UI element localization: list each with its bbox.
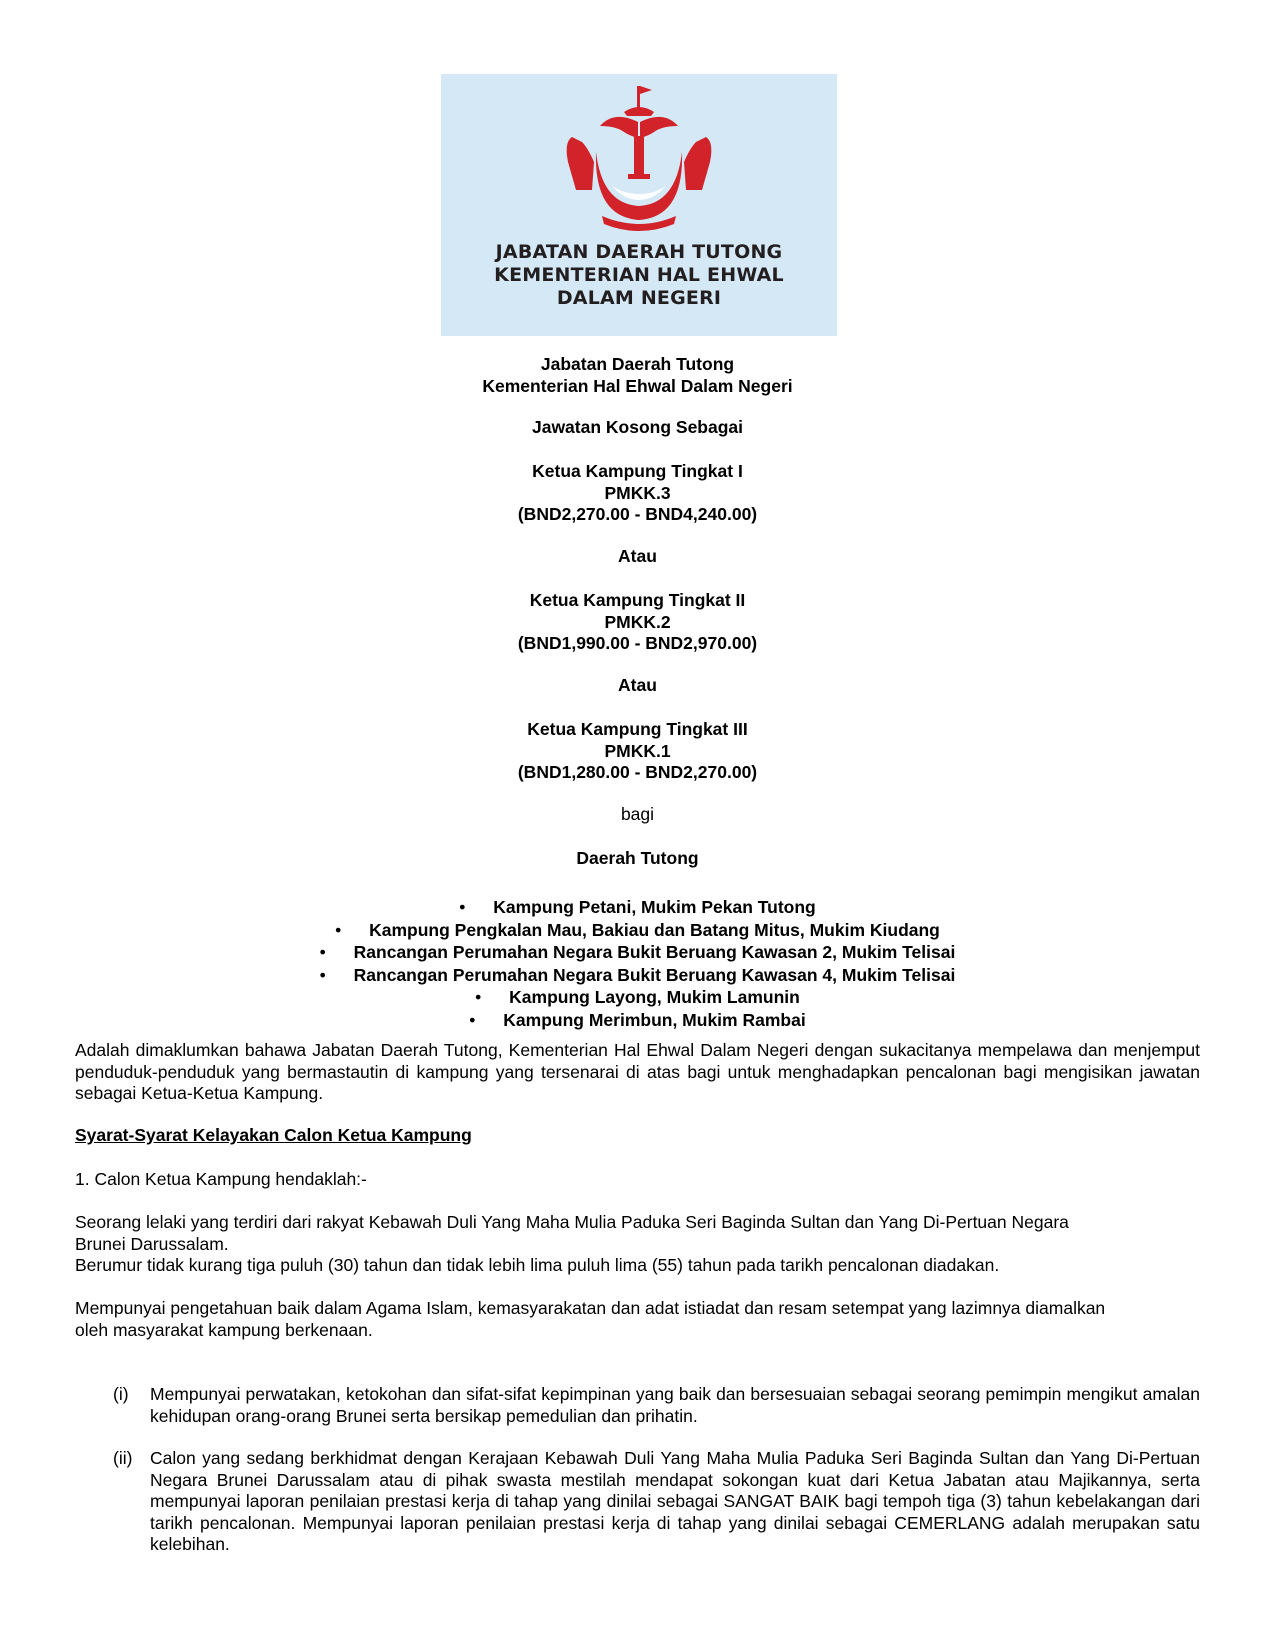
requirement-line: Seorang lelaki yang terdiri dari rakyat Kebawah Duli Yang Maha Mulia Paduka Seri Baginda Sultan dan Yang Di-Pertuan Negara bbox=[75, 1212, 1069, 1232]
bullet-icon: • bbox=[335, 919, 342, 940]
intro-paragraph: Adalah dimaklumkan bahawa Jabatan Daerah Tutong, Kementerian Hal Ehwal Dalam Negeri dengan sukacitanya mempelawa dan menjemput penduduk-penduduk yang bermastautin di kampung yang tersenarai di atas bagi untuk menghadapkan pencalonan bagi mengisikan jawatan sebagai Ketua-Ketua Kampung. bbox=[75, 1040, 1200, 1103]
position-title: Ketua Kampung Tingkat I bbox=[532, 461, 743, 481]
village-name: Kampung Layong, Mukim Lamunin bbox=[509, 987, 800, 1007]
position-title: Ketua Kampung Tingkat III bbox=[527, 719, 748, 739]
list-item bbox=[0, 1009, 1275, 1032]
banner-line: KEMENTERIAN HAL EHWAL bbox=[494, 264, 784, 286]
department-name: Jabatan Daerah Tutong bbox=[540, 354, 735, 374]
document-header bbox=[0, 354, 1275, 397]
bullet-icon: • bbox=[319, 942, 326, 962]
district-name: Daerah Tutong bbox=[576, 848, 699, 868]
atau-separator: Atau bbox=[618, 675, 657, 695]
sub-item bbox=[75, 1384, 1200, 1427]
village-name: Rancangan Perumahan Negara Bukit Beruang Kawasan 4, Mukim Telisai bbox=[353, 964, 956, 985]
list-item bbox=[0, 919, 1275, 942]
vacancy-title: Jawatan Kosong Sebagai bbox=[531, 417, 744, 437]
bullet-icon: • bbox=[459, 897, 466, 917]
list-item bbox=[0, 896, 1275, 919]
position-block bbox=[0, 719, 1275, 784]
bagi-text: bagi bbox=[620, 804, 655, 824]
ministry-name: Kementerian Hal Ehwal Dalam Negeri bbox=[482, 375, 793, 396]
requirement-line: Brunei Darussalam. bbox=[75, 1233, 229, 1254]
position-salary: (BND1,280.00 - BND2,270.00) bbox=[517, 762, 758, 782]
village-name: Kampung Pengkalan Mau, Bakiau dan Batang Mitus, Mukim Kiudang bbox=[369, 919, 940, 940]
sub-item-text: Mempunyai perwatakan, ketokohan dan sifat-sifat kepimpinan yang baik dan bersesuaian sebagai seorang pemimpin mengikut amalan kehidupan orang-orang Brunei serta bersikap pemedulian dan prihatin. bbox=[150, 1384, 1200, 1426]
position-block bbox=[0, 590, 1275, 655]
requirement-citizen bbox=[75, 1212, 1200, 1277]
village-name: Rancangan Perumahan Negara Bukit Beruang Kawasan 2, Mukim Telisai bbox=[353, 942, 956, 962]
sub-item-number: (ii) bbox=[113, 1448, 133, 1468]
bullet-icon: • bbox=[475, 987, 482, 1007]
logo-banner bbox=[441, 74, 837, 336]
list-item bbox=[0, 986, 1275, 1009]
bullet-icon: • bbox=[469, 1009, 476, 1030]
village-name: Kampung Petani, Mukim Pekan Tutong bbox=[493, 897, 816, 917]
sub-item bbox=[75, 1448, 1200, 1556]
position-grade: PMKK.2 bbox=[604, 611, 671, 632]
banner-title bbox=[441, 241, 837, 310]
position-grade: PMKK.1 bbox=[604, 740, 671, 761]
requirement-knowledge bbox=[75, 1298, 1200, 1341]
position-salary: (BND2,270.00 - BND4,240.00) bbox=[517, 504, 758, 524]
village-list bbox=[0, 896, 1275, 1031]
requirement-line: Mempunyai pengetahuan baik dalam Agama Islam, kemasyarakatan dan adat istiadat dan resam setempat yang lazimnya diamalkan bbox=[75, 1298, 1106, 1318]
requirement-age: Berumur tidak kurang tiga puluh (30) tahun dan tidak lebih lima puluh lima (55) tahun pada tarikh pencalonan diadakan. bbox=[75, 1255, 1000, 1275]
requirements-heading-text: Syarat-Syarat Kelayakan Calon Ketua Kampung bbox=[75, 1125, 472, 1145]
list-item bbox=[0, 941, 1275, 964]
sub-item-text: Calon yang sedang berkhidmat dengan Kerajaan Kebawah Duli Yang Maha Mulia Paduka Seri Baginda Sultan dan Yang Di-Pertuan Negara Brunei Darussalam atau di pihak swasta mestilah mendapat sokongan kuat dari Ketua Jabatan atau Majikannya, serta mempunyai laporan penilaian prestasi kerja di tahap yang dinilai sebagai SANGAT BAIK bagi tempoh tiga (3) tahun kebelakangan dari tarikh pencalonan. Mempunyai laporan penilaian prestasi kerja di tahap yang dinilai sebagai CEMERLANG adalah merupakan satu kelebihan. bbox=[150, 1448, 1200, 1554]
requirement-intro: 1. Calon Ketua Kampung hendaklah:- bbox=[75, 1169, 367, 1189]
brunei-crest-icon bbox=[554, 82, 724, 232]
list-item bbox=[0, 964, 1275, 987]
position-block bbox=[0, 461, 1275, 526]
atau-separator: Atau bbox=[618, 546, 657, 566]
requirement-line: oleh masyarakat kampung berkenaan. bbox=[75, 1319, 373, 1340]
banner-line: JABATAN DAERAH TUTONG bbox=[495, 241, 783, 263]
position-title: Ketua Kampung Tingkat II bbox=[529, 590, 746, 610]
banner-line: DALAM NEGERI bbox=[556, 287, 722, 309]
position-salary: (BND1,990.00 - BND2,970.00) bbox=[517, 633, 758, 653]
sub-item-number: (i) bbox=[113, 1384, 129, 1404]
requirements-heading bbox=[75, 1125, 1200, 1147]
village-name: Kampung Merimbun, Mukim Rambai bbox=[503, 1009, 806, 1030]
bullet-icon: • bbox=[319, 964, 326, 985]
position-grade: PMKK.3 bbox=[604, 482, 671, 503]
